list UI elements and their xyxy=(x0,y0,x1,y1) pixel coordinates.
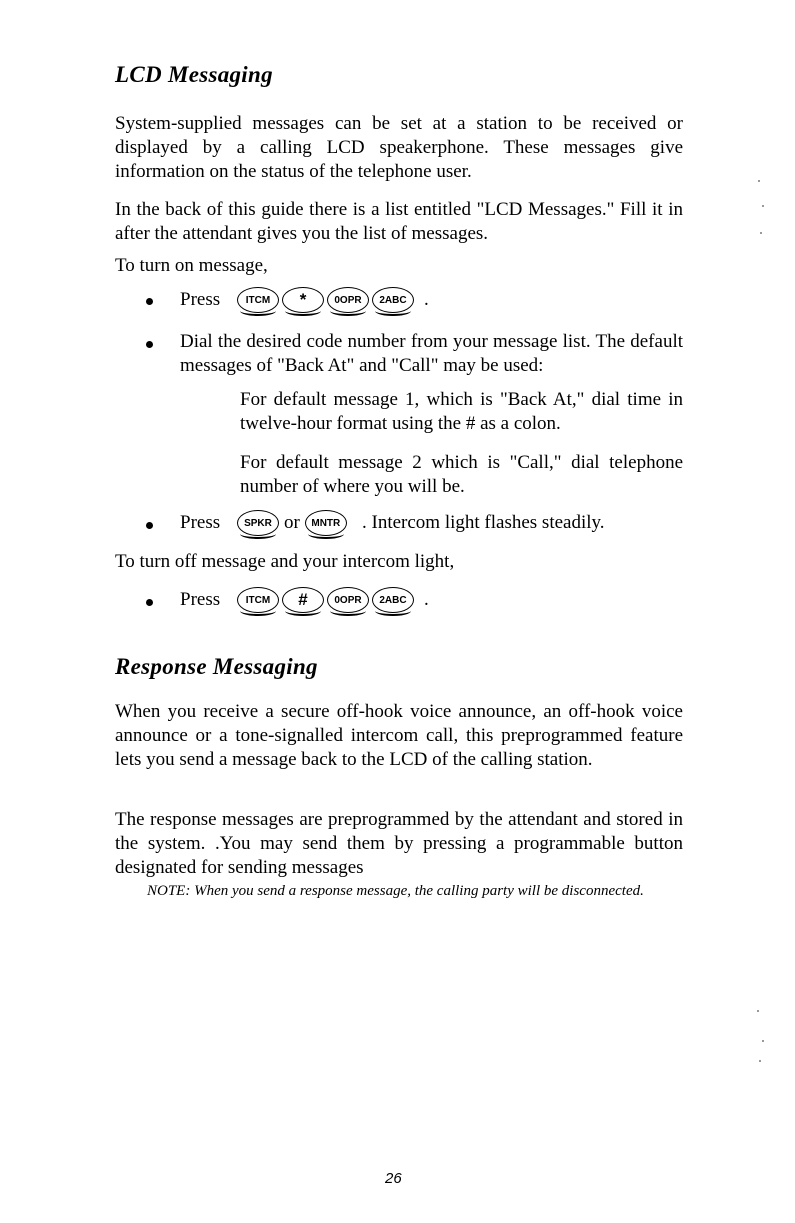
paragraph-response-stored: The response messages are preprogrammed by the attendant and stored in the system. .You may send them by pressing a programmable button designated for sending messages xyxy=(115,809,683,878)
turn-on-key-sequence xyxy=(237,287,414,313)
bullet-dot xyxy=(146,298,153,305)
section-heading-response-messaging: Response Messaging xyxy=(115,654,318,679)
scan-speck xyxy=(759,1060,761,1062)
two-abc-key-icon: 2ABC xyxy=(372,587,414,613)
paragraph-response-feature: When you receive a secure off-hook voice announce, an off-hook voice announce or a tone-signalled intercom call, this preprogrammed feature lets you send a message back to the LCD of the calling station. xyxy=(115,701,683,770)
bullet-dot xyxy=(146,522,153,529)
intercom-flash-text: . Intercom light flashes steadily. xyxy=(362,512,605,533)
press-label: Press xyxy=(180,512,221,533)
paragraph-lcd-list: In the back of this guide there is a list entitled "LCD Messages." Fill it in after the attendant gives you the list of messages. xyxy=(115,199,683,244)
pound-key-icon: # xyxy=(282,587,324,613)
scan-speck xyxy=(760,232,762,234)
turn-on-intro: To turn on message, xyxy=(115,255,268,276)
or-word: or xyxy=(284,512,300,533)
mntr-key-icon: MNTR xyxy=(305,510,347,536)
two-abc-key-icon: 2ABC xyxy=(372,287,414,313)
turn-off-intro: To turn off message and your intercom light, xyxy=(115,551,455,572)
spkr-key-icon: SPKR xyxy=(237,510,279,536)
zero-oper-key-icon: 0OPR xyxy=(327,587,369,613)
period: . xyxy=(424,589,429,610)
paragraph-system-messages: System-supplied messages can be set at a station to be received or displayed by a calling LCD speakerphone. These messages give information on the status of the telephone user. xyxy=(115,113,683,182)
press-label: Press xyxy=(180,589,221,610)
page-number: 26 xyxy=(385,1170,402,1187)
bullet-dot xyxy=(146,341,153,348)
scan-speck xyxy=(762,205,764,207)
zero-oper-key-icon: 0OPR xyxy=(327,287,369,313)
section-heading-lcd-messaging: LCD Messaging xyxy=(115,62,273,87)
bullet-dot xyxy=(146,599,153,606)
default-message-1-instructions: For default message 1, which is "Back At," dial time in twelve-hour format using the # as a colon. xyxy=(240,389,683,434)
press-label: Press xyxy=(180,289,221,310)
turn-off-key-sequence xyxy=(237,587,414,613)
itcm-key-icon: ITCM xyxy=(237,587,279,613)
note-disconnect: NOTE: When you send a response message, the calling party will be disconnected. xyxy=(147,883,644,899)
default-message-2-instructions: For default message 2 which is "Call," dial telephone number of where you will be. xyxy=(240,452,683,497)
scan-speck xyxy=(757,1010,759,1012)
period: . xyxy=(424,289,429,310)
scan-speck xyxy=(758,180,760,182)
bullet-dial-code: Dial the desired code number from your message list. The default messages of "Back At" and "Call" may be used: xyxy=(180,331,683,376)
speaker-key-choice xyxy=(237,510,347,536)
itcm-key-icon: ITCM xyxy=(237,287,279,313)
star-key-icon: * xyxy=(282,287,324,313)
scan-speck xyxy=(762,1040,764,1042)
